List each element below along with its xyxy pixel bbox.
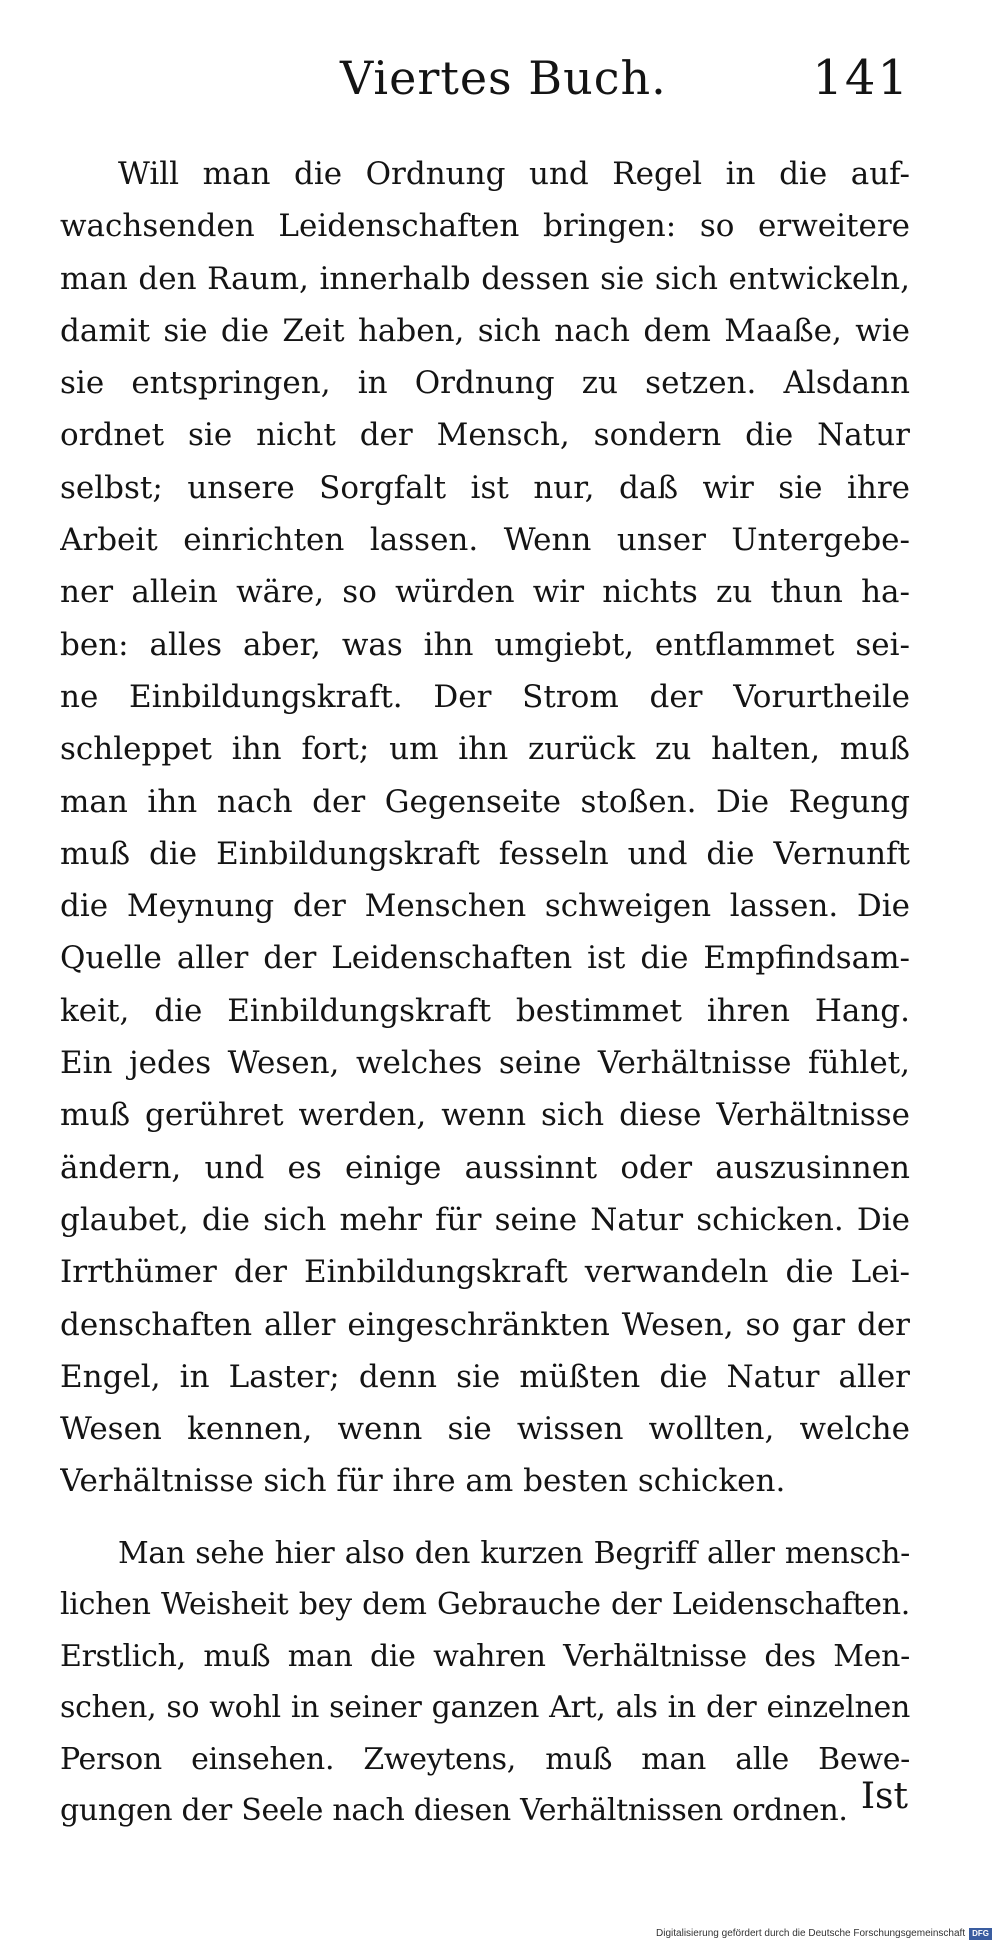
text-line: Quelle aller der Leidenschaften ist die Empfindsam- — [60, 940, 910, 977]
page-header — [60, 44, 910, 114]
text-line: Person einsehen. Zweytens, muß man alle Bewe- — [60, 1741, 910, 1777]
catchword: Ist — [860, 1776, 908, 1817]
text-line: ordnet sie nicht der Mensch, sondern die Natur — [60, 417, 910, 454]
text-line: gungen der Seele nach diesen Verhältnissen ordnen. — [60, 1793, 848, 1829]
running-title: Viertes Buch. — [340, 51, 667, 105]
text-line: Irrthümer der Einbildungskraft verwandeln die Lei- — [60, 1254, 910, 1291]
text-line: Ein jedes Wesen, welches seine Verhältnisse fühlet, — [60, 1045, 910, 1082]
text-line: denschaften aller eingeschränkten Wesen, so gar der — [60, 1306, 910, 1343]
text-line: Erstlich, muß man die wahren Verhältnisse des Men- — [60, 1638, 910, 1674]
text-line: damit sie die Zeit haben, sich nach dem Maaße, wie — [60, 312, 910, 349]
text-line: Engel, in Laster; denn sie müßten die Natur aller — [60, 1358, 910, 1395]
paragraph-1 — [60, 148, 910, 1508]
paragraph-2 — [60, 1528, 910, 1837]
body-text — [60, 148, 910, 1837]
text-line: muß gerühret werden, wenn sich diese Verhältnisse — [60, 1097, 910, 1134]
text-line: Arbeit einrichten lassen. Wenn unser Untergebe- — [60, 522, 910, 559]
text-line: muß die Einbildungskraft fesseln und die Vernunft — [60, 835, 910, 872]
text-line: keit, die Einbildungskraft bestimmet ihren Hang. — [60, 992, 910, 1029]
text-line: die Meynung der Menschen schweigen lassen. Die — [60, 888, 910, 925]
text-line: selbst; unsere Sorgfalt ist nur, daß wir sie ihre — [60, 469, 910, 506]
text-line: lichen Weisheit bey dem Gebrauche der Leidenschaften. — [60, 1587, 910, 1623]
digitization-credit — [656, 1928, 992, 1940]
text-line: Man sehe hier also den kurzen Begriff aller mensch- — [118, 1535, 910, 1571]
text-line: schleppet ihn fort; um ihn zurück zu halten, muß — [60, 731, 910, 768]
text-line: ne Einbildungskraft. Der Strom der Vorurtheile — [60, 678, 910, 715]
text-line: sie entspringen, in Ordnung zu setzen. Alsdann — [60, 365, 910, 402]
text-line: man ihn nach der Gegenseite stoßen. Die Regung — [60, 783, 910, 820]
text-line: ner allein wäre, so würden wir nichts zu thun ha- — [60, 574, 910, 611]
credit-text: Digitalisierung gefördert durch die Deutsche Forschungsgemeinschaft — [656, 1928, 966, 1939]
text-line: glaubet, die sich mehr für seine Natur schicken. Die — [60, 1201, 910, 1238]
text-line: Will man die Ordnung und Regel in die auf- — [118, 156, 910, 192]
page-number: 141 — [812, 50, 910, 106]
text-line: man den Raum, innerhalb dessen sie sich entwickeln, — [60, 260, 910, 297]
text-line: schen, so wohl in seiner ganzen Art, als in der einzelnen — [60, 1690, 910, 1726]
text-line: ben: alles aber, was ihn umgiebt, entflammet sei- — [60, 626, 910, 663]
dfg-logo: DFG — [969, 1928, 992, 1940]
text-line: Wesen kennen, wenn sie wissen wollten, welche — [60, 1411, 910, 1448]
text-line: wachsenden Leidenschaften bringen: so erweitere — [60, 208, 910, 245]
text-line: ändern, und es einige aussinnt oder auszusinnen — [60, 1149, 910, 1186]
text-line: Verhältnisse sich für ihre am besten schicken. — [60, 1463, 786, 1500]
